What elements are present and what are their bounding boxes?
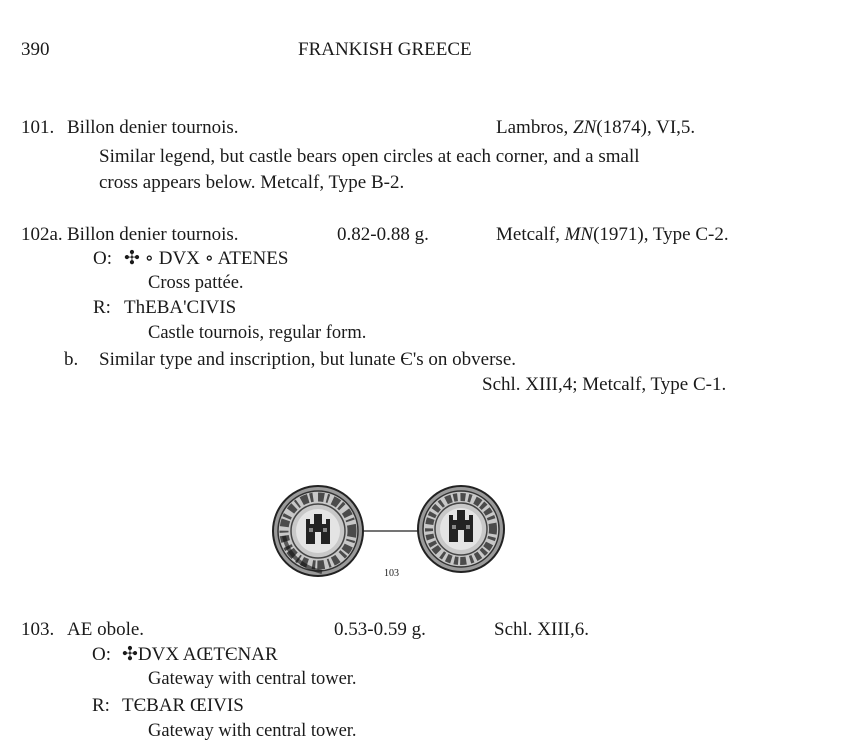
coin-reverse-image bbox=[418, 486, 504, 572]
entry-102-reverse-description: Castle tournois, regular form. bbox=[148, 323, 367, 343]
coin-caption: 103 bbox=[384, 568, 399, 579]
entry-102-variant-reference: Schl. XIII,4; Metcalf, Type C-1. bbox=[482, 374, 727, 395]
entry-102-obverse-description: Cross pattée. bbox=[148, 273, 244, 293]
entry-102-reverse-label: R: bbox=[93, 297, 111, 318]
entry-102-weight: 0.82-0.88 g. bbox=[337, 224, 429, 245]
entry-102-reverse-legend: ThEBA'CIVIS bbox=[124, 297, 237, 318]
entry-102-obverse-label: O: bbox=[93, 248, 112, 269]
entry-103-number: 103. bbox=[21, 619, 55, 640]
entry-101-description-line-2: cross appears below. Metcalf, Type B-2. bbox=[99, 172, 405, 193]
entry-103-denomination: AE obole. bbox=[67, 619, 145, 640]
entry-103-obverse-label: O: bbox=[92, 644, 111, 665]
ref-author: Lambros, bbox=[496, 117, 569, 138]
entry-103-weight: 0.53-0.59 g. bbox=[334, 619, 426, 640]
entry-102-obverse-legend: ✣ ∘ DVX ∘ ATENES bbox=[124, 248, 289, 269]
entry-103-obverse-description: Gateway with central tower. bbox=[148, 669, 357, 689]
entry-101-number: 101. bbox=[21, 117, 55, 138]
entry-103-obverse-legend: ✣DVX AŒTЄNAR bbox=[122, 644, 278, 665]
entry-102-variant-label: b. bbox=[64, 349, 79, 370]
entry-103-reverse-description: Gateway with central tower. bbox=[148, 721, 357, 741]
entry-101-description-line-1: Similar legend, but castle bears open circles at each corner, and a small bbox=[99, 146, 640, 167]
coin-obverse-image bbox=[273, 486, 363, 576]
entry-101-reference bbox=[496, 118, 695, 137]
entry-103-reverse-legend: TЄBAR ŒIVIS bbox=[122, 695, 244, 716]
entry-103-reference: Schl. XIII,6. bbox=[494, 619, 589, 640]
coin-103-illustration bbox=[270, 484, 530, 584]
ref-rest: (1971), Type C-2. bbox=[593, 224, 729, 245]
entry-101-denomination: Billon denier tournois. bbox=[67, 117, 239, 138]
entry-103-reverse-label: R: bbox=[92, 695, 110, 716]
page-number: 390 bbox=[21, 39, 50, 60]
running-title: FRANKISH GREECE bbox=[298, 39, 472, 60]
ref-journal: ZN bbox=[573, 117, 597, 138]
entry-102-number: 102a. bbox=[21, 224, 63, 245]
ref-author: Metcalf, bbox=[496, 224, 560, 245]
entry-102-denomination: Billon denier tournois. bbox=[67, 224, 239, 245]
entry-102-reference bbox=[496, 225, 729, 244]
entry-102-variant-description: Similar type and inscription, but lunate Є's on obverse. bbox=[99, 349, 517, 370]
ref-journal: MN bbox=[564, 224, 594, 245]
ref-rest: (1874), VI,5. bbox=[596, 117, 696, 138]
